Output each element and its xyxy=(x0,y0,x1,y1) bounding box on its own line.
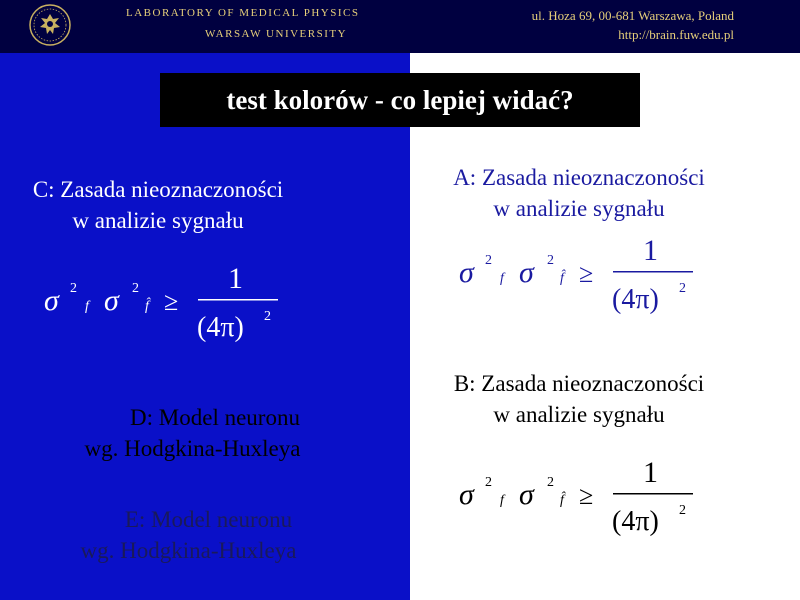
block-e-line1: E: Model neuronu xyxy=(124,507,293,532)
formula-b-denominator: (4π) xyxy=(612,506,659,537)
formula-b-sup2: 2 xyxy=(547,475,554,490)
formula-a-fraction-bar xyxy=(613,271,693,273)
block-d-line1: D: Model neuronu xyxy=(130,405,300,430)
formula-c-geq: ≥ xyxy=(164,287,179,316)
formula-a-denominator: (4π) xyxy=(612,284,659,315)
formula-c-f: f xyxy=(85,299,89,314)
formula-a-sup1: 2 xyxy=(485,253,492,268)
block-b-line2: w analizie sygnału xyxy=(493,402,665,427)
formula-b-fraction-bar xyxy=(613,493,693,495)
block-d xyxy=(70,402,315,464)
formula-c-sup2: 2 xyxy=(132,281,139,296)
title-box xyxy=(160,73,640,127)
block-b-line1: B: Zasada nieoznaczoności xyxy=(453,371,705,396)
formula-a-numerator: 1 xyxy=(643,234,658,267)
formula-a-den-sup: 2 xyxy=(679,281,686,296)
block-a-line1: A: Zasada nieoznaczoności xyxy=(453,165,705,190)
formula-c-numerator: 1 xyxy=(228,262,243,295)
formula-c-den-sup: 2 xyxy=(264,309,271,324)
formula-c-sigma2: σ xyxy=(104,284,119,317)
formula-c-sup1: 2 xyxy=(70,281,77,296)
postal-address: ul. Hoza 69, 00-681 Warszawa, Poland xyxy=(531,8,734,23)
block-d-line2: wg. Hodgkina-Huxleya xyxy=(84,436,301,461)
formula-a-sup2: 2 xyxy=(547,253,554,268)
block-a xyxy=(440,162,718,224)
formula-b-den-sup: 2 xyxy=(679,503,686,518)
lab-name: LABORATORY OF MEDICAL PHYSICS xyxy=(126,7,360,19)
block-c xyxy=(22,174,294,236)
formula-b-numerator: 1 xyxy=(643,456,658,489)
block-b xyxy=(440,368,718,430)
block-c-line1: C: Zasada nieoznaczoności xyxy=(32,177,284,202)
block-a-line2: w analizie sygnału xyxy=(493,196,665,221)
formula-a-geq: ≥ xyxy=(579,259,594,288)
formula-c-sigma1: σ xyxy=(44,284,59,317)
formula-b-sup1: 2 xyxy=(485,475,492,490)
formula-a-sigma1: σ xyxy=(459,256,474,289)
formula-a xyxy=(455,230,715,320)
formula-b-geq: ≥ xyxy=(579,481,594,510)
university-name: WARSAW UNIVERSITY xyxy=(205,28,348,40)
block-e-line2: wg. Hodgkina-Huxleya xyxy=(80,538,297,563)
formula-b-sigma1: σ xyxy=(459,478,474,511)
website-url: http://brain.fuw.edu.pl xyxy=(618,27,734,42)
formula-b xyxy=(455,452,715,542)
formula-a-f: f xyxy=(500,271,504,286)
formula-a-sigma2: σ xyxy=(519,256,534,289)
formula-b-f: f xyxy=(500,493,504,508)
block-e xyxy=(66,504,311,566)
university-eagle-logo-icon xyxy=(28,3,72,47)
address-block xyxy=(532,6,734,44)
formula-c-denominator: (4π) xyxy=(197,312,244,343)
block-c-line2: w analizie sygnału xyxy=(72,208,244,233)
slide-title: test kolorów - co lepiej widać? xyxy=(226,85,574,115)
formula-c-fhat: f̂ xyxy=(145,299,149,314)
formula-a-fhat: f̂ xyxy=(560,271,564,286)
formula-b-fhat: f̂ xyxy=(560,493,564,508)
formula-c xyxy=(40,258,300,348)
header-bar xyxy=(0,0,800,53)
formula-b-sigma2: σ xyxy=(519,478,534,511)
formula-c-fraction-bar xyxy=(198,299,278,301)
